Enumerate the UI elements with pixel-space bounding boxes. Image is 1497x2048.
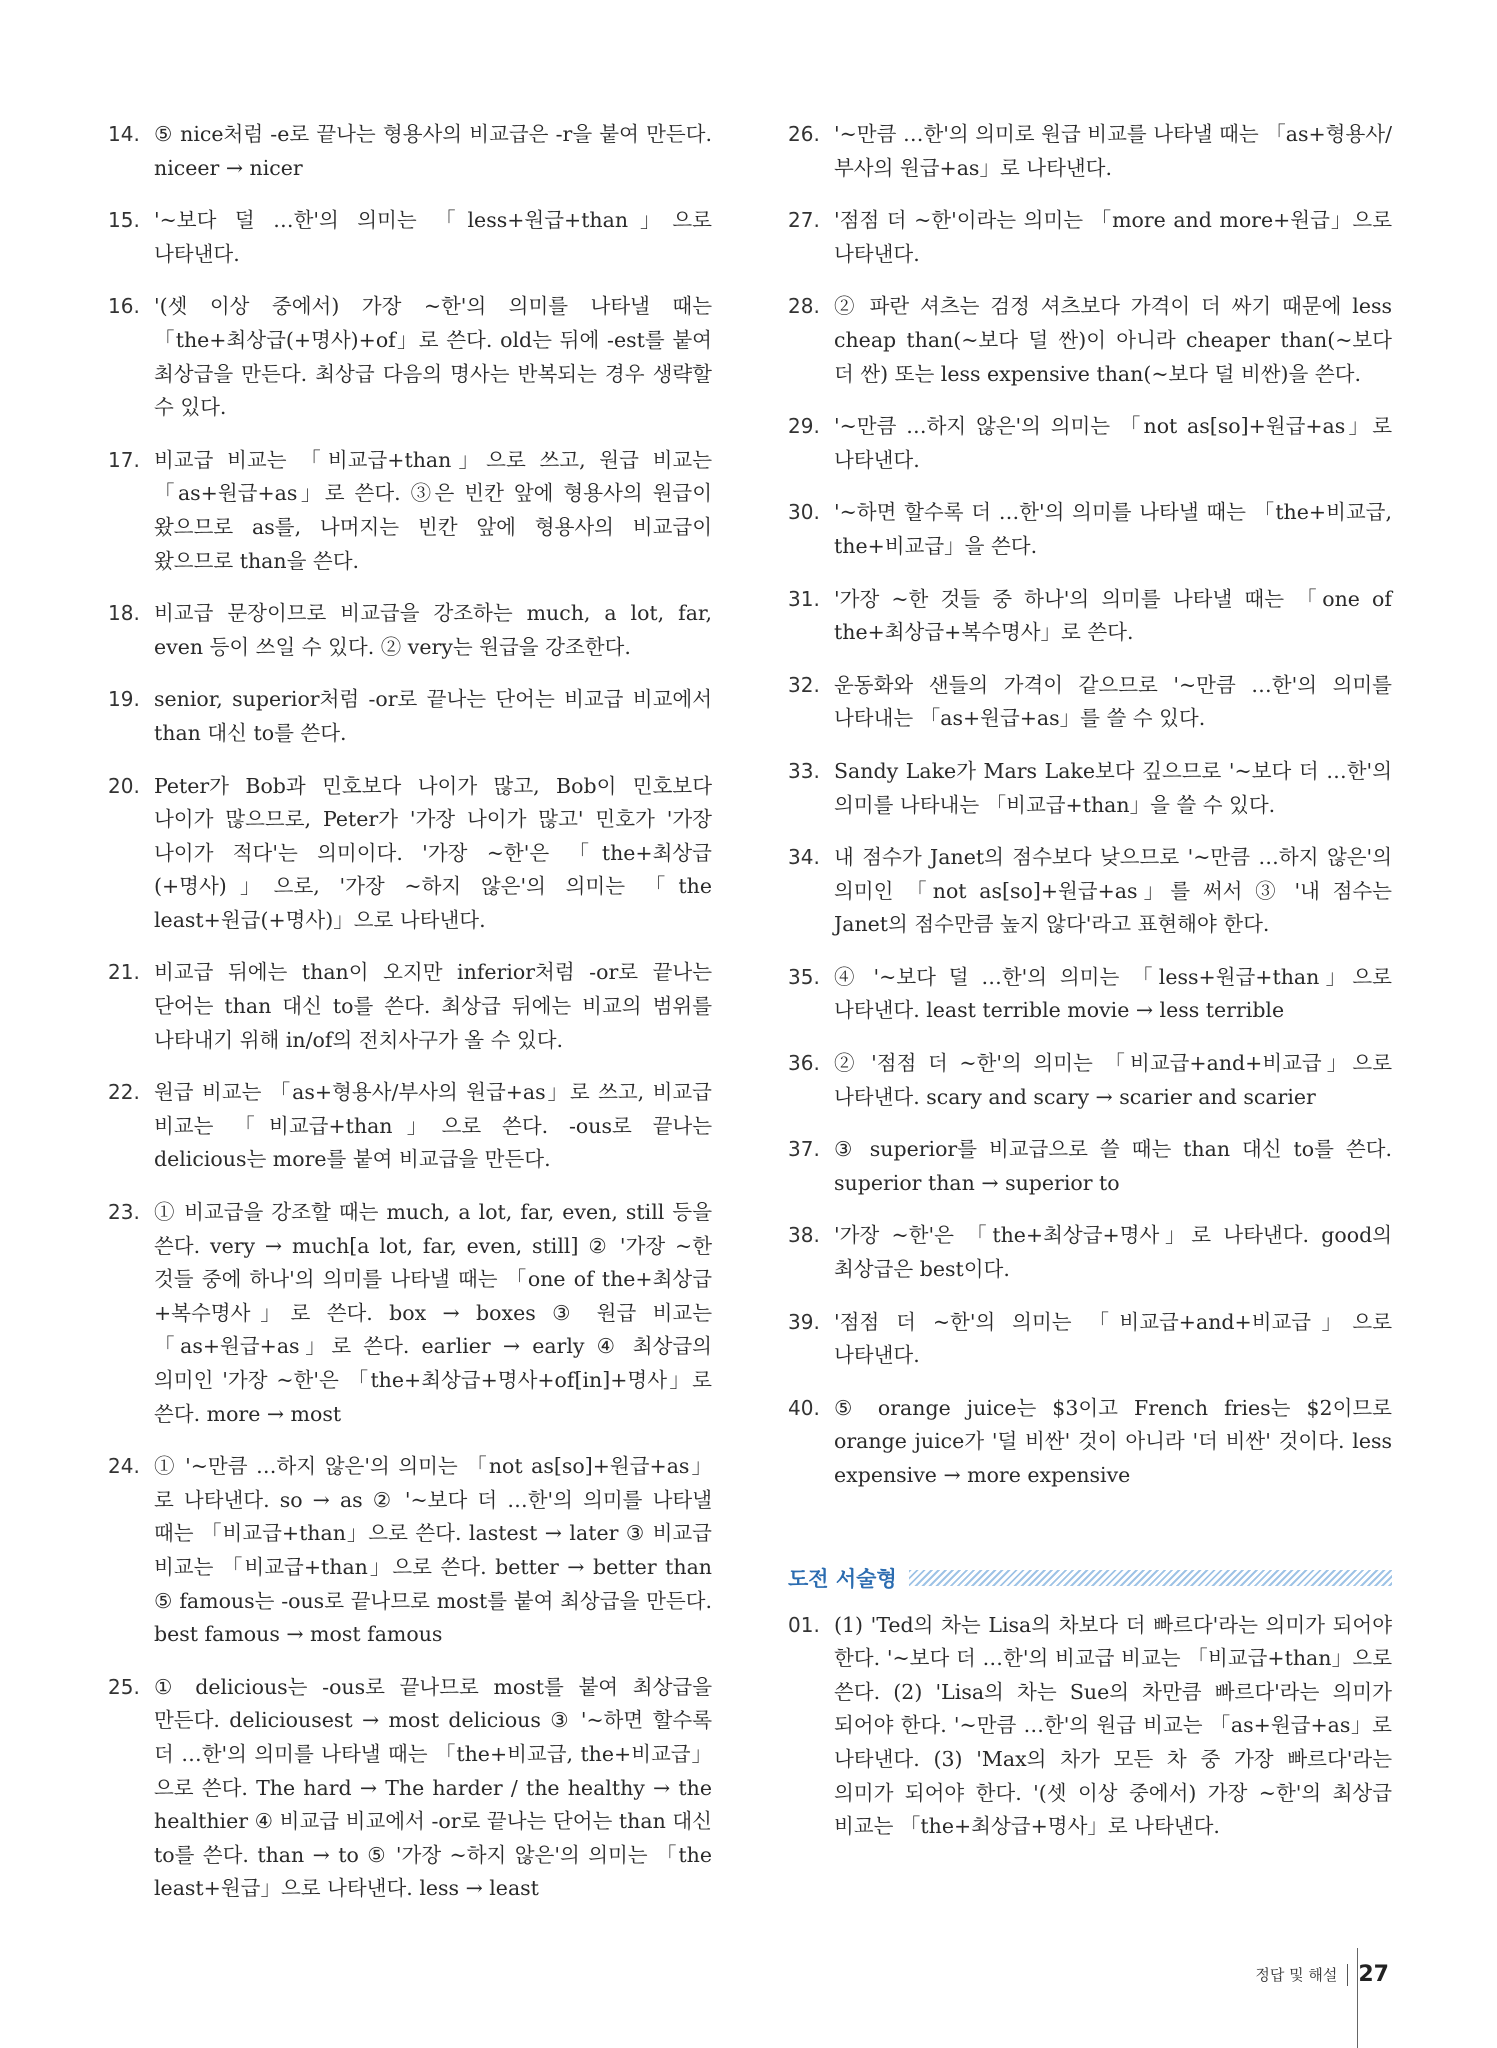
- item-number: 19.: [108, 687, 140, 712]
- item-explanation: Sandy Lake가 Mars Lake보다 깊으므로 '~보다 더 …한'의 의미를 나타내는 「비교급+than」을 쓸 수 있다.: [834, 758, 1392, 817]
- item-number: 29.: [788, 414, 820, 439]
- answer-item: [788, 410, 1392, 477]
- item-explanation: '~하면 할수록 더 …한'의 의미를 나타낼 때는 「the+비교급, the+비교급」을 쓴다.: [834, 500, 1392, 558]
- answer-item: [788, 583, 1392, 650]
- page-number: 27: [1358, 1962, 1389, 1987]
- item-explanation: '(셋 이상 중에서) 가장 ~한'의 의미를 나타낼 때는 「the+최상급(+명사)+of」로 쓴다. old는 뒤에 -est를 붙여 최상급을 만든다. 최상급 다음의 명사는 반복되는 경우 생략할 수 있다.: [154, 294, 712, 420]
- footer-label: 정답 및 해설: [1255, 1966, 1338, 1984]
- answer-item: [788, 1219, 1392, 1286]
- answer-item: [108, 118, 712, 185]
- item-number: 32.: [788, 672, 820, 697]
- item-number: 34.: [788, 845, 820, 870]
- answer-item: [108, 204, 712, 271]
- answer-item: [108, 683, 712, 750]
- item-number: 35.: [788, 964, 820, 989]
- item-number: 31.: [788, 586, 820, 611]
- item-number: 28.: [788, 294, 820, 319]
- answer-item: [788, 669, 1392, 736]
- left-column: [108, 118, 712, 1925]
- item-explanation: '점점 더 ~한'이라는 의미는 「more and more+원급」으로 나타낸다.: [834, 208, 1392, 266]
- item-number: 36.: [788, 1051, 820, 1076]
- section-header: [788, 1563, 1392, 1593]
- section-title: 도전 서술형: [788, 1566, 897, 1591]
- item-number: 38.: [788, 1223, 820, 1248]
- item-explanation: senior, superior처럼 -or로 끝나는 단어는 비교급 비교에서 than 대신 to를 쓴다.: [154, 687, 712, 745]
- item-explanation: Peter가 Bob과 민호보다 나이가 많고, Bob이 민호보다 나이가 많으므로, Peter가 '가장 나이가 많고' 민호가 '가장 나이가 적다'는 의미이다. '가장 ~한'은 「the+최상급(+명사)」으로, '가장 ~하지 않은'의 의미는 「the least+원급(+명사)」으로 나타낸다.: [154, 773, 712, 932]
- answer-item: [788, 1609, 1392, 1844]
- item-number: 26.: [788, 122, 820, 146]
- item-number: 27.: [788, 208, 820, 233]
- item-number: 15.: [108, 208, 140, 233]
- item-explanation: 비교급 비교는 「비교급+than」으로 쓰고, 원급 비교는 「as+원급+as」로 쓴다. ③은 빈칸 앞에 형용사의 원급이 왔으므로 as를, 나머지는 빈칸 앞에 형용사의 비교급이 왔으므로 than을 쓴다.: [154, 447, 712, 573]
- item-number: 16.: [108, 294, 140, 319]
- item-number: 40.: [788, 1395, 820, 1420]
- item-explanation: 비교급 문장이므로 비교급을 강조하는 much, a lot, far, even 등이 쓰일 수 있다. ② very는 원급을 강조한다.: [154, 601, 712, 659]
- answer-item: [788, 496, 1392, 563]
- answer-item: [788, 961, 1392, 1028]
- answer-item: [108, 290, 712, 424]
- item-explanation: ③ superior를 비교급으로 쓸 때는 than 대신 to를 쓴다. superior than → superior to: [834, 1137, 1392, 1195]
- item-explanation: (1) 'Ted의 차는 Lisa의 차보다 더 빠르다'라는 의미가 되어야 한다. '~보다 더 …한'의 비교급 비교는 「비교급+than」으로 쓴다. (2) 'Lisa의 차는 Sue의 차만큼 빠르다'라는 의미가 되어야 한다. '~만큼 …한'의 원급 비교는 「as+원급+as」로 나타낸다. (3) 'Max의 차가 모든 차 중 가장 빠르다'라는 의미가 되어야 한다. '(셋 이상 중에서) 가장 ~한'의 최상급 비교는 「the+최상급+명사」로 나타낸다.: [834, 1612, 1392, 1839]
- item-explanation: ⑤ nice처럼 -e로 끝나는 형용사의 비교급은 -r을 붙여 만든다. niceer → nicer: [154, 122, 712, 180]
- item-number: 17.: [108, 447, 140, 472]
- answer-item: [108, 1450, 712, 1652]
- page-footer: [1255, 1962, 1389, 1987]
- item-explanation: ② 파란 셔츠는 검정 셔츠보다 가격이 더 싸기 때문에 less cheap than(~보다 덜 싼)이 아니라 cheaper than(~보다 더 싼) 또는 less expensive than(~보다 덜 비싼)을 쓴다.: [834, 294, 1392, 386]
- answer-item: [788, 204, 1392, 271]
- item-explanation: 운동화와 샌들의 가격이 같으므로 '~만큼 …한'의 의미를 나타내는 「as+원급+as」를 쓸 수 있다.: [834, 672, 1392, 731]
- answer-item: [108, 444, 712, 578]
- right-column: [788, 118, 1392, 1863]
- answer-item: [788, 1047, 1392, 1114]
- answer-item: [788, 290, 1392, 391]
- item-number: 21.: [108, 960, 140, 985]
- item-number: 37.: [788, 1137, 820, 1162]
- item-explanation: 원급 비교는 「as+형용사/부사의 원급+as」로 쓰고, 비교급 비교는 「비교급+than」으로 쓴다. -ous로 끝나는 delicious는 more를 붙여 비교급을 만든다.: [154, 1080, 712, 1172]
- item-number: 22.: [108, 1080, 140, 1105]
- item-number: 23.: [108, 1200, 140, 1225]
- item-explanation: '가장 ~한 것들 중 하나'의 의미를 나타낼 때는 「one of the+최상급+복수명사」로 쓴다.: [834, 586, 1392, 645]
- answer-item: [788, 1133, 1392, 1200]
- answer-item: [788, 1306, 1392, 1373]
- answer-item: [108, 956, 712, 1057]
- item-explanation: '~만큼 …하지 않은'의 의미는 「not as[so]+원급+as」로 나타낸다.: [834, 414, 1392, 472]
- answer-item: [108, 1076, 712, 1177]
- answer-item: [108, 1196, 712, 1431]
- answer-item: [788, 841, 1392, 942]
- answer-item: [108, 597, 712, 664]
- section-hatch-bar: [909, 1570, 1392, 1586]
- item-explanation: ④ '~보다 덜 …한'의 의미는 「less+원급+than」으로 나타낸다. least terrible movie → less terrible: [834, 964, 1392, 1023]
- item-explanation: '점점 더 ~한'의 의미는 「비교급+and+비교급」으로 나타낸다.: [834, 1309, 1392, 1368]
- answer-item: [108, 1671, 712, 1906]
- footer-separator: [1347, 1964, 1348, 1986]
- item-number: 14.: [108, 122, 140, 146]
- item-explanation: ② '점점 더 ~한'의 의미는 「비교급+and+비교급」으로 나타낸다. scary and scary → scarier and scarier: [834, 1051, 1392, 1109]
- item-number: 01.: [788, 1612, 820, 1637]
- item-explanation: ① '~만큼 …하지 않은'의 의미는 「not as[so]+원급+as」로 나타낸다. so → as ② '~보다 더 …한'의 의미를 나타낼 때는 「비교급+than」으로 쓴다. lastest → later ③ 비교급 비교는 「비교급+than」으로 쓴다. better → better than ⑤ famous는 -ous로 끝나므로 most를 붙여 최상급을 만든다. best famous → most famous: [154, 1454, 712, 1647]
- answer-item: [788, 1392, 1392, 1493]
- item-explanation: 비교급 뒤에는 than이 오지만 inferior처럼 -or로 끝나는 단어는 than 대신 to를 쓴다. 최상급 뒤에는 비교의 범위를 나타내기 위해 in/of의 전치사구가 올 수 있다.: [154, 960, 712, 1052]
- right-items: [788, 118, 1392, 1493]
- item-number: 20.: [108, 773, 140, 798]
- item-number: 33.: [788, 758, 820, 783]
- item-explanation: ① delicious는 -ous로 끝나므로 most를 붙여 최상급을 만든다. deliciousest → most delicious ③ '~하면 할수록 더 …한'의 의미를 나타낼 때는 「the+비교급, the+비교급」으로 쓴다. The hard → The harder / the healthy → the healthier ④ 비교급 비교에서 -or로 끝나는 단어는 than 대신 to를 쓴다. than → to ⑤ '가장 ~하지 않은'의 의미는 「the least+원급」으로 나타낸다. less → least: [154, 1674, 712, 1901]
- answer-item: [108, 770, 712, 938]
- section-items: [788, 1609, 1392, 1844]
- answer-item: [788, 118, 1392, 185]
- item-explanation: ① 비교급을 강조할 때는 much, a lot, far, even, still 등을 쓴다. very → much[a lot, far, even, still] ② '가장 ~한 것들 중에 하나'의 의미를 나타낼 때는 「one of the+최상급+복수명사」로 쓴다. box → boxes ③ 원급 비교는 「as+원급+as」로 쓴다. earlier → early ④ 최상급의 의미인 '가장 ~한'은 「the+최상급+명사+of[in]+명사」로 쓴다. more → most: [154, 1200, 712, 1426]
- item-explanation: '가장 ~한'은 「the+최상급+명사」로 나타낸다. good의 최상급은 best이다.: [834, 1223, 1392, 1282]
- item-number: 30.: [788, 500, 820, 525]
- item-explanation: ⑤ orange juice는 $3이고 French fries는 $2이므로 orange juice가 '덜 비싼' 것이 아니라 '더 비싼' 것이다. less expensive → more expensive: [834, 1395, 1392, 1487]
- item-explanation: '~보다 덜 …한'의 의미는 「less+원급+than」으로 나타낸다.: [154, 208, 712, 266]
- item-number: 39.: [788, 1309, 820, 1334]
- item-number: 25.: [108, 1674, 140, 1699]
- item-number: 18.: [108, 601, 140, 626]
- item-number: 24.: [108, 1454, 140, 1479]
- item-explanation: '~만큼 …한'의 의미로 원급 비교를 나타낼 때는 「as+형용사/부사의 원급+as」로 나타낸다.: [834, 122, 1392, 180]
- item-explanation: 내 점수가 Janet의 점수보다 낮으므로 '~만큼 …하지 않은'의 의미인 「not as[so]+원급+as」를 써서 ③ '내 점수는 Janet의 점수만큼 높지 않다'라고 표현해야 한다.: [834, 845, 1392, 937]
- answer-item: [788, 755, 1392, 822]
